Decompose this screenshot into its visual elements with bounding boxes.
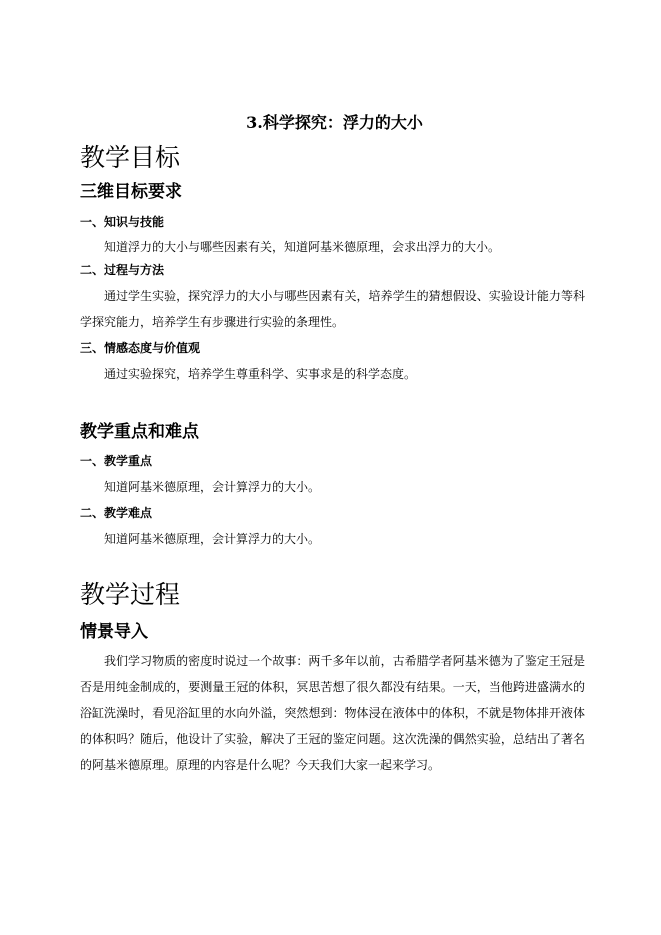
item-text-knowledge-skills: 知道浮力的大小与哪些因素有关，知道阿基米德原理，会求出浮力的大小。 [104, 240, 501, 254]
scenario-introduction-text: 我们学习物质的密度时说过一个故事：两千多年以前，古希腊学者阿基米德为了鉴定王冠是否是用纯金制成的，要测量王冠的体积，冥思苦想了很久都没有结果。一天，当他跨进盛满水的浴缸洗澡时，看见浴缸里的水向外溢，突然想到：物体浸在液体中的体积，不就是物体排开液体的体积吗？随后，他设计了实验，解决了王冠的鉴定问题。这次洗澡的偶然实验，总结出了著名的阿基米德原理。原理的内容是什么呢？今天我们大家一起来学习。 [80, 654, 585, 772]
item-heading-knowledge-skills: 一、知识与技能 [80, 215, 165, 229]
item-text-emotion-values: 通过实验探究，培养学生尊重科学、实事求是的科学态度。 [104, 367, 417, 381]
item-heading-difficulties: 二、教学难点 [80, 506, 153, 520]
document-title: 3.科学探究：浮力的大小 [246, 113, 423, 132]
section-heading-teaching-objectives: 教学目标 [80, 143, 181, 172]
item-heading-key-points: 一、教学重点 [80, 454, 153, 468]
item-text-process-methods: 通过学生实验，探究浮力的大小与哪些因素有关，培养学生的猜想假设、实验设计能力等科学探究能力，培养学生有步骤进行实验的条理性。 [80, 289, 585, 329]
item-text-difficulties: 知道阿基米德原理，会计算浮力的大小。 [104, 532, 321, 546]
item-text-key-points: 知道阿基米德原理，会计算浮力的大小。 [104, 480, 321, 494]
subheading-key-points-difficulties: 教学重点和难点 [80, 422, 199, 442]
section-heading-teaching-process: 教学过程 [80, 580, 181, 609]
subheading-scenario-introduction: 情景导入 [80, 622, 148, 642]
subheading-three-dimensional-goals: 三维目标要求 [80, 182, 182, 202]
item-heading-process-methods: 二、过程与方法 [80, 263, 165, 277]
item-heading-emotion-values: 三、情感态度与价值观 [80, 341, 201, 355]
